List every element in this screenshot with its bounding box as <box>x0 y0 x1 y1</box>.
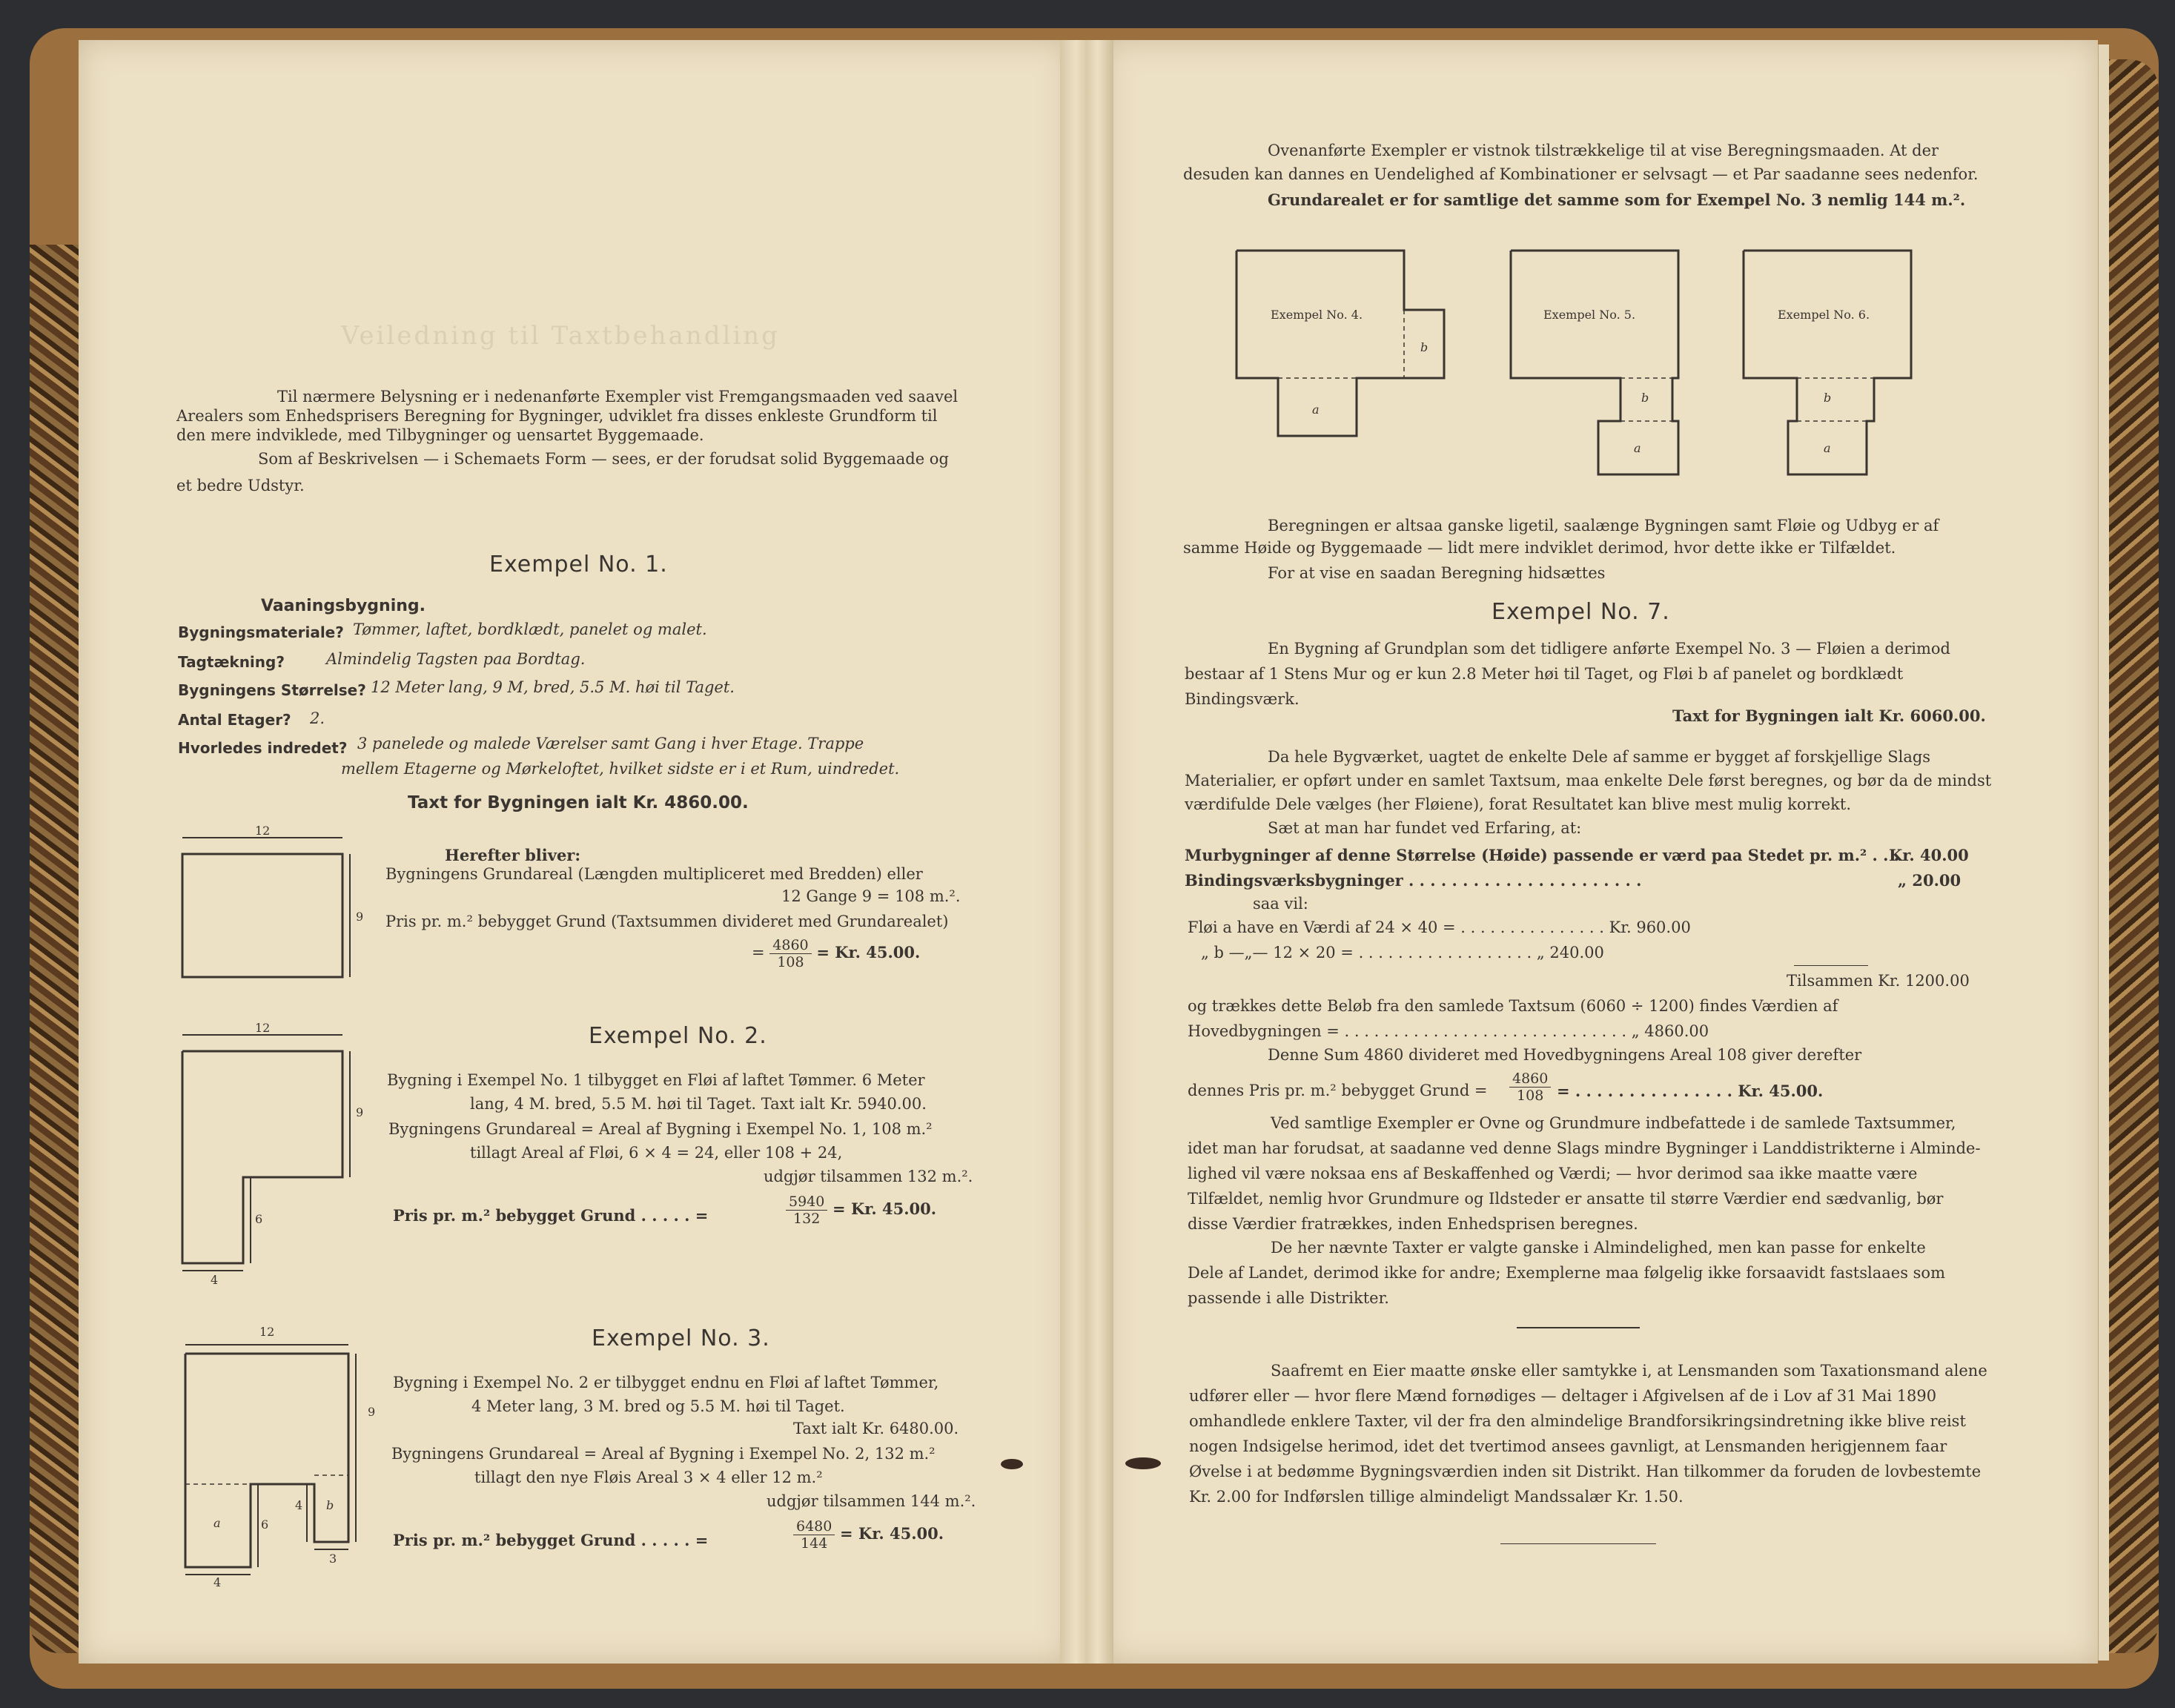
intro-line-2: Arealers som Enhedsprisers Beregning for Bygninger, udviklet fra disses enkleste Grundform til <box>176 407 938 425</box>
r-p8-line-6: Kr. 2.00 for Indførslen tillige almindeligt Mandssalær Kr. 1.50. <box>1189 1488 1684 1506</box>
ex3-line-5: tillagt den nye Fløis Areal 3 × 4 eller 12 m.² <box>474 1469 823 1486</box>
intro-line-1: Til nærmere Belysning er i nedenanførte Exempler vist Fremgangsmaaden ved saavel <box>277 388 959 406</box>
ex2-plan-side-label: 9 <box>356 1105 364 1119</box>
ex2-fraction: $\frac{5940}{132}$ = Kr. 45.00. <box>786 1194 936 1227</box>
rate-bind: Bindingsværksbygninger . . . . . . . . . . . . . . . . . . . . . . <box>1185 871 1642 890</box>
ex3-floor-plan <box>181 1327 381 1594</box>
rate-tilsammen: Tilsammen Kr. 1200.00 <box>1787 972 1970 990</box>
q-interior: Hvorledes indredet? <box>178 739 348 757</box>
a-interior-1: 3 panelede og malede Værelser samt Gang i hver Etage. Trappe <box>357 735 864 752</box>
ex3-fraction: $\frac{6480}{144}$ = Kr. 45.00. <box>793 1518 944 1552</box>
r-p5-line-2: Hovedbygningen = . . . . . . . . . . . . . . . . . . . . . . . . . . . . . „ 4860.00 <box>1188 1022 1709 1040</box>
ex4-a-label: a <box>1312 403 1320 417</box>
ex3-plan-top-label: 12 <box>259 1325 275 1339</box>
ex5-floor-plan <box>1508 248 1686 477</box>
ex6-floor-plan <box>1741 248 1919 477</box>
ex2-title: Exempel No. 2. <box>589 1023 767 1049</box>
r-p6-line-5: disse Værdier fratrækkes, inden Enhedsprisen beregnes. <box>1188 1215 1638 1233</box>
rate-saa: saa vil: <box>1253 895 1308 913</box>
ex1-plan-top-label: 12 <box>255 824 271 838</box>
ex2-plan-top-label: 12 <box>255 1021 271 1035</box>
rate-bind-value: „ 20.00 <box>1898 871 1962 890</box>
ex3-plan-a-label: a <box>213 1516 221 1530</box>
ex3-line-4: Bygningens Grundareal = Areal af Bygning i Exempel No. 2, 132 m.² <box>391 1445 936 1463</box>
ex3-plan-bottom-label: 4 <box>213 1575 222 1589</box>
ex3-plan-six-label: 6 <box>261 1517 269 1532</box>
r-p6-line-4: Tilfældet, nemlig hvor Grundmure og Ildsteder er ansatte til større Værdier end sædvanlig, bør <box>1188 1190 1944 1208</box>
ex1-calc-herefter: Herefter bliver: <box>445 846 581 864</box>
r-p5-line-3: Denne Sum 4860 divideret med Hovedbygningens Areal 108 giver derefter <box>1268 1046 1862 1064</box>
ex2-line-3: Bygningens Grundareal = Areal af Bygning i Exempel No. 1, 108 m.² <box>388 1120 933 1138</box>
q-floors: Antal Etager? <box>178 711 291 729</box>
rate-mur-value: Kr. 40.00 <box>1889 846 1969 864</box>
ex3-line-1: Bygning i Exempel No. 2 er tilbygget endnu en Fløi af laftet Tømmer, <box>393 1374 939 1391</box>
a-floors: 2. <box>310 709 325 727</box>
ex3-line-2: 4 Meter lang, 3 M. bred og 5.5 M. høi til Taget. <box>471 1397 845 1415</box>
ex1-floor-plan <box>178 824 371 990</box>
ex2-line-6: Pris pr. m.² bebygget Grund . . . . . = <box>393 1206 709 1225</box>
ex1-calc-product: 12 Gange 9 = 108 m.². <box>781 887 961 905</box>
r-p8-line-3: omhandlede enklere Taxter, vil der fra den almindelige Brandforsikringsindretning ikke blive reist <box>1189 1412 1966 1430</box>
ex7-title: Exempel No. 7. <box>1492 599 1670 625</box>
rate-floi-b: „ b —„— 12 × 20 = . . . . . . . . . . . . . . . . . . „ 240.00 <box>1201 944 1604 961</box>
sum-rule <box>1794 965 1868 966</box>
r-p2-line-2: samme Høide og Byggemaade — lidt mere indviklet derimod, hvor dette ikke er Tilfældet. <box>1183 539 1896 557</box>
ex2-line-4: tillagt Areal af Fløi, 6 × 4 = 24, eller 108 + 24, <box>470 1144 843 1162</box>
q-material: Bygningsmateriale? <box>178 623 344 641</box>
rate-floi-a: Fløi a have en Værdi af 24 × 40 = . . . . . . . . . . . . . . . Kr. 960.00 <box>1188 918 1691 936</box>
r-p7-line-3: passende i alle Distrikter. <box>1188 1289 1389 1307</box>
ex2-plan-wing-label: 6 <box>255 1212 263 1226</box>
r-p4-line-2: Materialier, er opført under en samlet Taxtsum, maa enkelte Dele først beregnes, og bør da de mindst <box>1185 772 1992 790</box>
page-edge <box>2098 44 2109 1661</box>
intro-line-4: Som af Beskrivelsen — i Schemaets Form — sees, er der forudsat solid Byggemaade og <box>258 450 949 468</box>
r-p1-line-1: Ovenanførte Exempler er vistnok tilstrækkelige til at vise Beregningsmaaden. At der <box>1268 142 1939 159</box>
ex2-line-1: Bygning i Exempel No. 1 tilbygget en Fløi af laftet Tømmer. 6 Meter <box>387 1071 925 1089</box>
r-p8-line-1: Saafremt en Eier maatte ønske eller samtykke i, at Lensmanden som Taxationsmand alene <box>1271 1362 1987 1380</box>
intro-line-5: et bedre Udstyr. <box>176 477 305 494</box>
r-p1-line-3: Grundarealet er for samtlige det samme som for Exempel No. 3 nemlig 144 m.². <box>1268 191 1966 209</box>
ex6-b-label: b <box>1824 391 1832 405</box>
r-p2-line-3: For at vise en saadan Beregning hidsættes <box>1268 564 1606 582</box>
r-p5-line-1: og trækkes dette Beløb fra den samlede Taxtsum (6060 ÷ 1200) findes Værdien af <box>1188 997 1838 1015</box>
r-p5-pris: dennes Pris pr. m.² bebygget Grund = <box>1188 1082 1488 1099</box>
ex1-tax-total: Taxt for Bygningen ialt Kr. 4860.00. <box>408 793 749 812</box>
ink-stain-left <box>1001 1459 1023 1469</box>
section-divider <box>1517 1327 1640 1328</box>
ex4-floor-plan <box>1235 248 1450 448</box>
r-p3-tax: Taxt for Bygningen ialt Kr. 6060.00. <box>1672 706 1986 725</box>
ex5-b-label: b <box>1641 391 1649 405</box>
r-p4-line-1: Da hele Bygværket, uagtet de enkelte Dele af samme er bygget af forskjellige Slags <box>1268 748 1931 766</box>
ex6-label: Exempel No. 6. <box>1778 308 1870 322</box>
ex2-plan-bottom-label: 4 <box>211 1273 219 1287</box>
ex4-label: Exempel No. 4. <box>1271 308 1363 322</box>
r-p3-line-2: bestaar af 1 Stens Mur og er kun 2.8 Meter høi til Taget, og Fløi b af panelet og bordklædt <box>1185 665 1904 683</box>
intro-line-3: den mere indviklede, med Tilbygninger og uensartet Byggemaade. <box>176 426 704 444</box>
rate-mur: Murbygninger af denne Størrelse (Høide) passende er værd paa Stedet pr. m.² . . . <box>1185 846 1900 864</box>
ex3-plan-three-label: 3 <box>329 1552 337 1566</box>
ex3-plan-side-label: 9 <box>368 1405 376 1419</box>
ex3-title: Exempel No. 3. <box>592 1325 770 1351</box>
bottom-rule <box>1500 1543 1656 1544</box>
ink-stain-right <box>1125 1457 1161 1469</box>
r-p7-line-1: De her nævnte Taxter er valgte ganske i Almindelighed, men kan passe for enkelte <box>1271 1239 1926 1257</box>
r-p8-line-2: udfører eller — hvor flere Mænd fornødiges — deltager i Afgivelsen af de i Lov af 31 Mai 1890 <box>1189 1387 1937 1405</box>
r-p4-line-3: værdifulde Dele vælges (her Fløiene), forat Resultatet kan blive mest mulig korrekt. <box>1185 795 1852 813</box>
a-material: Tømmer, laftet, bordklædt, panelet og malet. <box>353 620 707 638</box>
ex3-line-6: udgjør tilsammen 144 m.². <box>767 1492 976 1510</box>
faded-title: Veiledning til Taxtbehandling <box>341 321 780 351</box>
r-p3-line-1: En Bygning af Grundplan som det tidligere anførte Exempel No. 3 — Fløien a derimod <box>1268 640 1950 658</box>
ex1-calc-grundareal: Bygningens Grundareal (Længden multipliceret med Bredden) eller <box>385 865 923 883</box>
ex3-line-7: Pris pr. m.² bebygget Grund . . . . . = <box>393 1531 709 1549</box>
q-roof: Tagtækning? <box>178 653 285 671</box>
r-p8-line-5: Øvelse i at bedømme Bygningsværdien inden sit Distrikt. Han tilkommer da foruden de lovbestemte <box>1189 1463 1982 1480</box>
ex1-subtitle: Vaaningsbygning. <box>261 597 426 615</box>
ex2-floor-plan <box>178 1021 371 1291</box>
a-size: 12 Meter lang, 9 M, bred, 5.5 M. høi til Taget. <box>371 678 735 696</box>
ex4-b-label: b <box>1420 340 1429 354</box>
ex1-title: Exempel No. 1. <box>489 552 668 577</box>
r-p6-line-3: lighed vil være noksaa ens af Beskaffenhed og Værdi; — hvor derimod saa ikke maatte være <box>1188 1165 1918 1182</box>
q-size: Bygningens Størrelse? <box>178 681 366 699</box>
r-p2-line-1: Beregningen er altsaa ganske ligetil, saalænge Bygningen samt Fløie og Udbyg er af <box>1268 517 1939 534</box>
ex1-calc-pris: Pris pr. m.² bebygget Grund (Taxtsummen divideret med Grundarealet) <box>385 913 949 930</box>
a-interior-2: mellem Etagerne og Mørkeloftet, hvilket sidste er i et Rum, uindredet. <box>341 760 900 778</box>
ex2-line-2: lang, 4 M. bred, 5.5 M. høi til Taget. Taxt ialt Kr. 5940.00. <box>470 1095 927 1113</box>
r-p1-line-2: desuden kan dannes en Uendelighed af Kombinationer er selvsagt — et Par saadanne sees nedenfor. <box>1183 165 1979 183</box>
r-p6-line-1: Ved samtlige Exempler er Ovne og Grundmure indbefattede i de samlede Taxtsummer, <box>1271 1114 1956 1132</box>
book-gutter <box>1060 40 1113 1664</box>
ex3-plan-b-label: b <box>326 1498 334 1512</box>
ex5-a-label: a <box>1634 441 1641 455</box>
ex1-plan-side-label: 9 <box>356 910 364 924</box>
r-p3-line-3: Bindingsværk. <box>1185 690 1300 708</box>
ex2-line-5: udgjør tilsammen 132 m.². <box>764 1168 973 1185</box>
r-p5-result: = . . . . . . . . . . . . . . . Kr. 45.00. <box>1557 1082 1824 1100</box>
ex5-label: Exempel No. 5. <box>1543 308 1636 322</box>
r-p8-line-4: nogen Indsigelse herimod, idet det tvertimod ansees gavnligt, at Lensmanden herigjennem faar <box>1189 1437 1947 1455</box>
r-p7-line-2: Dele af Landet, derimod ikke for andre; Exemplerne maa følgelig ikke forsaavidt fastslaaes som <box>1188 1264 1945 1282</box>
r-p4-line-4: Sæt at man har fundet ved Erfaring, at: <box>1268 819 1582 837</box>
ex1-calc-fraction: = $\frac{4860}{108}$ = Kr. 45.00. <box>752 937 921 970</box>
ex3-line-3: Taxt ialt Kr. 6480.00. <box>793 1420 959 1437</box>
r-p6-line-2: idet man har forudsat, at saadanne ved denne Slags mindre Bygninger i Landdistrikterne i Alminde- <box>1188 1139 1981 1157</box>
r-p5-fraction: $\frac{4860}{108}$ <box>1509 1070 1551 1104</box>
ex3-plan-four-label: 4 <box>295 1498 303 1512</box>
ex6-a-label: a <box>1824 441 1831 455</box>
a-roof: Almindelig Tagsten paa Bordtag. <box>326 650 586 668</box>
